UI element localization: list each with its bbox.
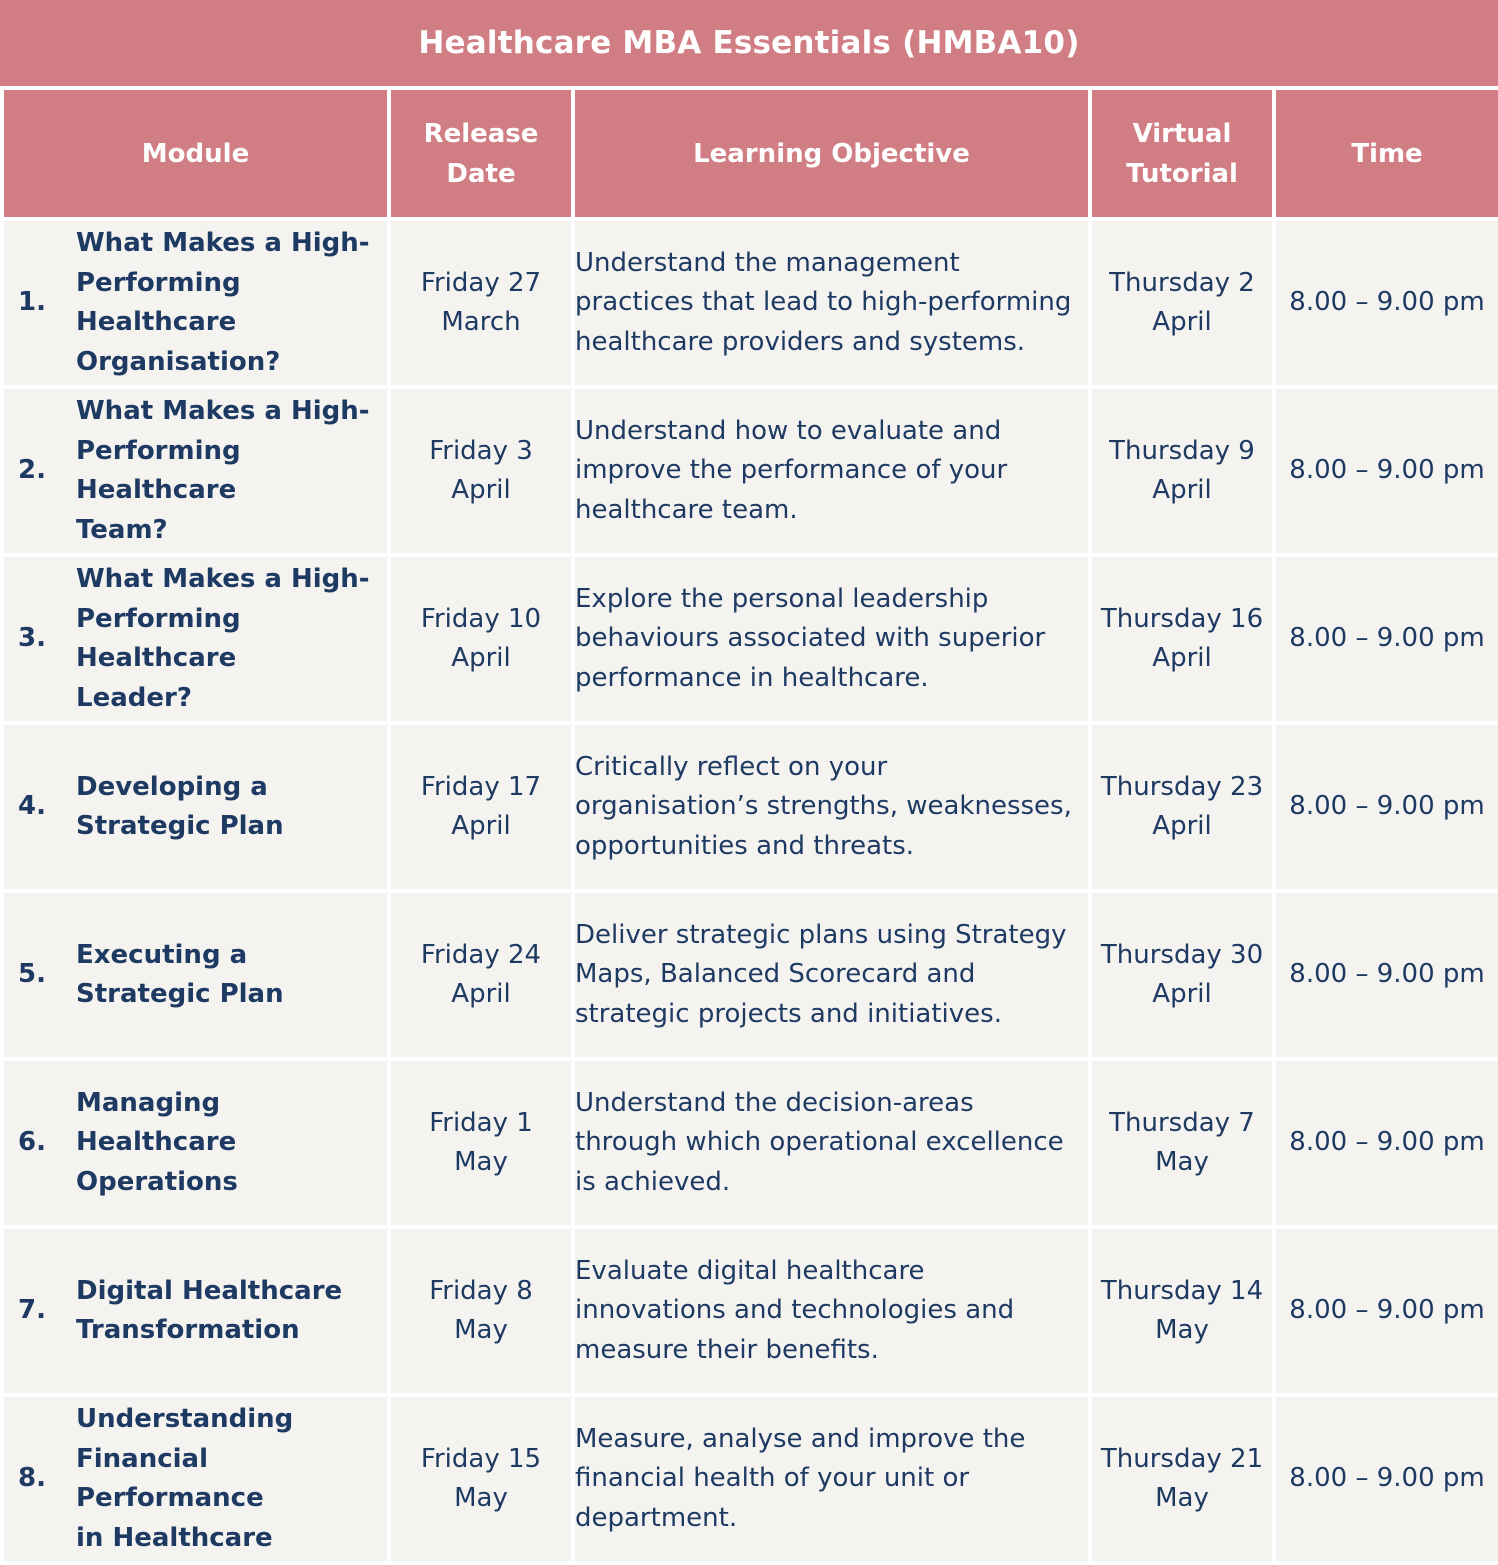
- module-number: 4.: [18, 791, 46, 822]
- module-wrap: [4, 936, 387, 1015]
- module-wrap: [4, 1400, 387, 1558]
- module-cell: [2, 219, 389, 387]
- virtual-tutorial-cell: [1090, 555, 1274, 723]
- module-title: [76, 768, 294, 847]
- module-wrap: [4, 392, 387, 550]
- module-title-line: Transformation: [76, 1315, 300, 1345]
- virtual-tutorial-line: May: [1155, 1147, 1209, 1177]
- learning-objective-line: Evaluate digital healthcare: [575, 1255, 925, 1286]
- learning-objective-line: Understand the decision-areas: [575, 1087, 974, 1118]
- virtual-tutorial-line: April: [1152, 475, 1212, 505]
- learning-objective-line: measure their benefits.: [575, 1334, 879, 1365]
- module-cell: [2, 891, 389, 1059]
- learning-objective-cell: [573, 1059, 1090, 1227]
- virtual-tutorial-line: Thursday 9: [1109, 435, 1255, 466]
- module-wrap: [4, 224, 387, 382]
- module-title: [76, 560, 387, 718]
- time-cell: 8.00 – 9.00 pm: [1274, 1227, 1498, 1395]
- learning-objective-line: Measure, analyse and improve the: [575, 1423, 1026, 1454]
- module-title: [76, 1084, 387, 1203]
- module-title-line: Organisation?: [76, 346, 281, 377]
- header-row: [2, 88, 1498, 219]
- table-row: [2, 1227, 1498, 1395]
- schedule-table: [0, 86, 1498, 1565]
- virtual-tutorial-line: April: [1152, 979, 1212, 1009]
- virtual-tutorial-cell: [1090, 891, 1274, 1059]
- module-title-line: Strategic Plan: [76, 811, 284, 841]
- header-module: Module: [2, 88, 389, 219]
- time-cell: 8.00 – 9.00 pm: [1274, 723, 1498, 891]
- release-date-cell: [389, 387, 573, 555]
- module-title-line: Team?: [76, 514, 168, 545]
- module-number: 1.: [18, 287, 46, 318]
- module-number: 3.: [18, 623, 46, 654]
- module-title-line: Leader?: [76, 682, 192, 713]
- module-title: [76, 936, 294, 1015]
- module-wrap: [4, 1272, 387, 1351]
- header-release-date-line: Date: [446, 158, 516, 189]
- release-date-cell: [389, 1059, 573, 1227]
- header-release-date-line: Release: [423, 118, 539, 149]
- release-date-line: Friday 10: [420, 603, 542, 634]
- module-title-line: Financial Performance: [76, 1443, 264, 1513]
- release-date-line: April: [451, 979, 511, 1009]
- learning-objective-line: improve the performance of your: [575, 455, 1008, 486]
- release-date-line: Friday 1: [429, 1107, 533, 1138]
- learning-objective-line: Understand how to evaluate and: [575, 415, 1002, 446]
- header-virtual-tutorial-line: Virtual: [1132, 118, 1232, 149]
- module-title-line: Managing Healthcare: [76, 1087, 237, 1158]
- time-cell: 8.00 – 9.00 pm: [1274, 891, 1498, 1059]
- module-title-line: Understanding: [76, 1404, 294, 1434]
- learning-objective-line: financial health of your unit or: [575, 1463, 970, 1494]
- virtual-tutorial-cell: [1090, 1395, 1274, 1563]
- learning-objective-line: opportunities and threats.: [575, 830, 915, 861]
- learning-objective-line: performance in healthcare.: [575, 662, 929, 693]
- virtual-tutorial-cell: [1090, 1059, 1274, 1227]
- virtual-tutorial-line: April: [1152, 307, 1212, 337]
- time-cell: 8.00 – 9.00 pm: [1274, 1059, 1498, 1227]
- table-row: [2, 723, 1498, 891]
- module-title: [76, 392, 387, 550]
- learning-objective-line: Explore the personal leadership: [575, 583, 989, 614]
- release-date-line: Friday 15: [420, 1443, 542, 1474]
- module-title-line: Developing a: [76, 771, 268, 802]
- learning-objective-cell: [573, 1395, 1090, 1563]
- learning-objective-line: is achieved.: [575, 1166, 731, 1197]
- header-release-date: [389, 88, 573, 219]
- learning-objective-cell: [573, 219, 1090, 387]
- virtual-tutorial-line: May: [1155, 1483, 1209, 1513]
- virtual-tutorial-line: Thursday 14: [1100, 1275, 1264, 1306]
- release-date-cell: [389, 891, 573, 1059]
- virtual-tutorial-line: Thursday 7: [1109, 1107, 1255, 1138]
- module-title-line: Operations: [76, 1166, 238, 1197]
- table-row: [2, 387, 1498, 555]
- learning-objective-cell: [573, 387, 1090, 555]
- virtual-tutorial-line: Thursday 23: [1100, 771, 1264, 802]
- module-cell: [2, 723, 389, 891]
- release-date-line: Friday 8: [429, 1275, 533, 1306]
- time-cell: 8.00 – 9.00 pm: [1274, 555, 1498, 723]
- module-title: [76, 1400, 387, 1558]
- table-row: [2, 891, 1498, 1059]
- module-title: [76, 224, 387, 382]
- virtual-tutorial-line: April: [1152, 643, 1212, 673]
- module-number: 6.: [18, 1127, 46, 1158]
- release-date-cell: [389, 723, 573, 891]
- module-cell: [2, 1059, 389, 1227]
- learning-objective-line: innovations and technologies and: [575, 1295, 1015, 1326]
- virtual-tutorial-line: April: [1152, 811, 1212, 841]
- virtual-tutorial-line: Thursday 16: [1100, 603, 1264, 634]
- release-date-line: April: [451, 811, 511, 841]
- module-cell: [2, 387, 389, 555]
- module-title-line: Strategic Plan: [76, 979, 284, 1009]
- module-wrap: [4, 1084, 387, 1203]
- header-virtual-tutorial-line: Tutorial: [1126, 158, 1238, 189]
- learning-objective-line: Understand the management: [575, 247, 960, 278]
- learning-objective-cell: [573, 555, 1090, 723]
- virtual-tutorial-line: Thursday 2: [1109, 267, 1255, 298]
- module-cell: [2, 1227, 389, 1395]
- module-title-line: What Makes a High-: [76, 228, 370, 258]
- virtual-tutorial-cell: [1090, 387, 1274, 555]
- release-date-line: May: [454, 1483, 508, 1513]
- release-date-line: May: [454, 1315, 508, 1345]
- table-row: [2, 555, 1498, 723]
- page-title: Healthcare MBA Essentials (HMBA10): [0, 0, 1498, 86]
- time-cell: 8.00 – 9.00 pm: [1274, 387, 1498, 555]
- learning-objective-line: behaviours associated with superior: [575, 623, 1046, 654]
- release-date-line: March: [441, 307, 521, 337]
- virtual-tutorial-line: Thursday 21: [1100, 1443, 1264, 1474]
- virtual-tutorial-cell: [1090, 1227, 1274, 1395]
- learning-objective-line: practices that lead to high-performing: [575, 287, 1072, 318]
- release-date-line: Friday 3: [429, 435, 533, 466]
- module-number: 2.: [18, 455, 46, 486]
- header-virtual-tutorial: [1090, 88, 1274, 219]
- virtual-tutorial-cell: [1090, 723, 1274, 891]
- learning-objective-cell: [573, 1227, 1090, 1395]
- module-number: 5.: [18, 959, 46, 990]
- learning-objective-line: organisation’s strengths, weaknesses,: [575, 791, 1072, 822]
- time-cell: 8.00 – 9.00 pm: [1274, 219, 1498, 387]
- virtual-tutorial-cell: [1090, 219, 1274, 387]
- learning-objective-line: healthcare team.: [575, 494, 798, 525]
- module-wrap: [4, 768, 387, 847]
- release-date-cell: [389, 1227, 573, 1395]
- virtual-tutorial-line: Thursday 30: [1100, 939, 1264, 970]
- release-date-line: April: [451, 475, 511, 505]
- learning-objective-line: through which operational excellence: [575, 1127, 1064, 1158]
- learning-objective-line: Maps, Balanced Scorecard and: [575, 959, 976, 990]
- module-title-line: Performing Healthcare: [76, 435, 241, 505]
- table-row: [2, 219, 1498, 387]
- module-title-line: What Makes a High-: [76, 396, 370, 426]
- learning-objective-line: Critically reflect on your: [575, 751, 888, 782]
- module-number: 8.: [18, 1463, 46, 1494]
- release-date-line: May: [454, 1147, 508, 1177]
- module-number: 7.: [18, 1295, 46, 1326]
- table-row: [2, 1395, 1498, 1563]
- release-date-line: Friday 27: [420, 267, 542, 298]
- release-date-cell: [389, 555, 573, 723]
- header-learning-objective: Learning Objective: [573, 88, 1090, 219]
- learning-objective-line: strategic projects and initiatives.: [575, 998, 1002, 1029]
- module-title: [76, 1272, 352, 1351]
- learning-objective-cell: [573, 723, 1090, 891]
- release-date-cell: [389, 1395, 573, 1563]
- learning-objective-line: healthcare providers and systems.: [575, 326, 1026, 357]
- release-date-line: Friday 24: [420, 939, 542, 970]
- learning-objective-cell: [573, 891, 1090, 1059]
- module-title-line: Digital Healthcare: [76, 1275, 343, 1306]
- module-cell: [2, 555, 389, 723]
- module-title-line: in Healthcare: [76, 1522, 273, 1553]
- learning-objective-line: department.: [575, 1502, 738, 1533]
- module-title-line: Executing a: [76, 939, 248, 970]
- release-date-line: Friday 17: [420, 771, 542, 802]
- virtual-tutorial-line: May: [1155, 1315, 1209, 1345]
- module-title-line: What Makes a High-: [76, 564, 370, 594]
- module-title-line: Performing Healthcare: [76, 267, 241, 337]
- module-wrap: [4, 560, 387, 718]
- release-date-cell: [389, 219, 573, 387]
- table-row: [2, 1059, 1498, 1227]
- learning-objective-line: Deliver strategic plans using Strategy: [575, 919, 1067, 950]
- time-cell: 8.00 – 9.00 pm: [1274, 1395, 1498, 1563]
- header-time: Time: [1274, 88, 1498, 219]
- module-cell: [2, 1395, 389, 1563]
- module-title-line: Performing Healthcare: [76, 603, 241, 673]
- release-date-line: April: [451, 643, 511, 673]
